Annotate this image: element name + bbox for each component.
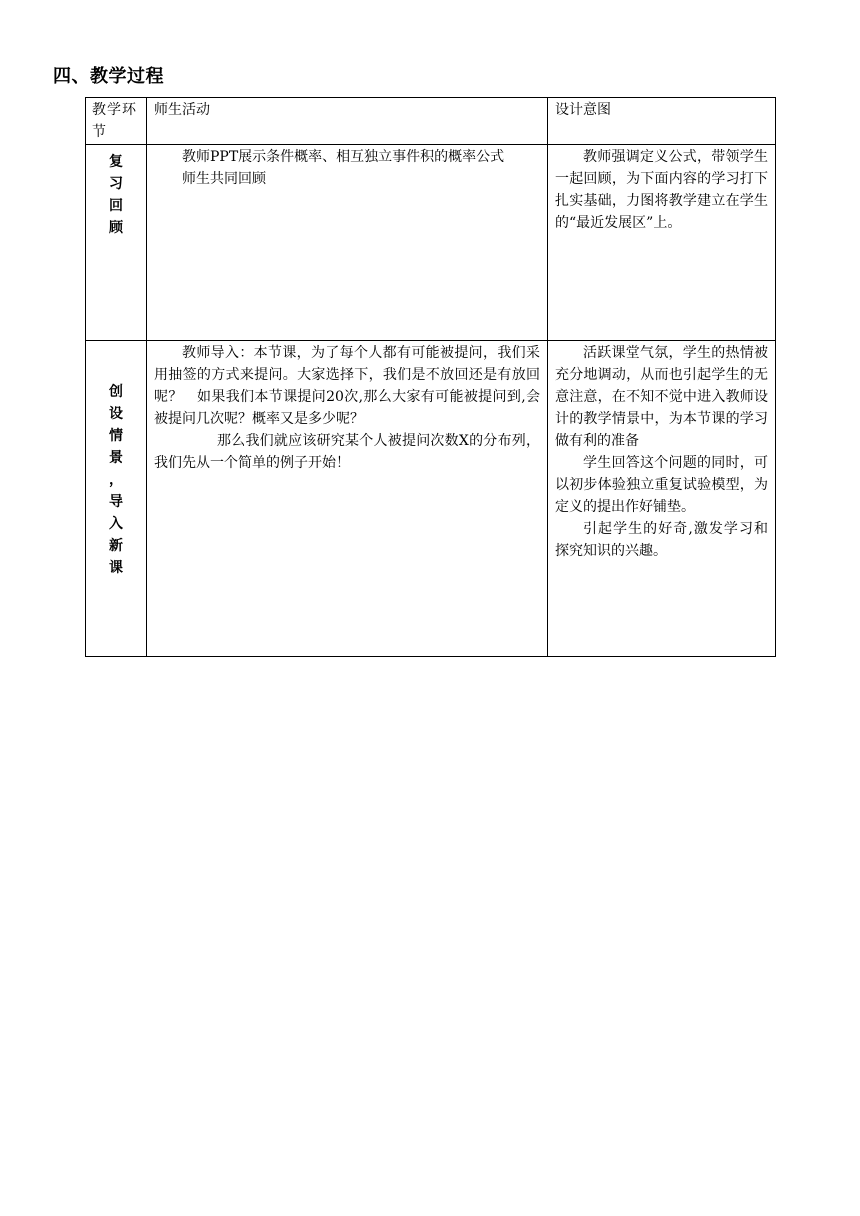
teaching-process-table: [85, 97, 776, 657]
section-title: 四、教学过程: [53, 66, 164, 87]
stage-char: 设: [109, 406, 123, 422]
intent-cell: [548, 145, 776, 341]
stage-char: 情: [109, 428, 123, 444]
stage-char: 顾: [109, 220, 123, 236]
stage-char: ，: [109, 472, 123, 488]
intent-paragraph: 教师强调定义公式，带领学生一起回顾，为下面内容的学习打下扎实基础，力图将教学建立在学生的“最近发展区”上。: [555, 149, 768, 231]
stage-char: 景: [109, 450, 123, 466]
activity-cell: [147, 145, 548, 341]
intent-paragraph: 引起学生的好奇,激发学习和探究知识的兴趣。: [555, 521, 768, 559]
stage-char: 回: [109, 198, 123, 214]
stage-char: 创: [109, 384, 123, 400]
activity-paragraph: 教师导入：本节课，为了每个人都有可能被提问，我们采用抽签的方式来提问。大家选择下，我们是不放回还是有放回呢？ 如果我们本节课提问20次,那么大家有可能被提问到,会被提问几次呢？概率又是多少呢？: [154, 345, 540, 427]
intent-paragraph: 活跃课堂气氛，学生的热情被充分地调动，从而也引起学生的无意注意，在不知不觉中进入教师设计的教学情景中，为本节课的学习做有利的准备: [555, 345, 768, 449]
activity-paragraph: 师生共同回顾: [182, 171, 266, 187]
stage-char: 导: [109, 494, 123, 510]
header-stage: 教学环节: [86, 98, 147, 145]
activity-cell: [147, 341, 548, 657]
table-row: [86, 341, 776, 657]
activity-paragraph: 那么我们就应该研究某个人被提问次数X的分布列，我们先从一个简单的例子开始！: [154, 433, 540, 471]
intent-paragraph: 学生回答这个问题的同时，可以初步体验独立重复试验模型，为定义的提出作好铺垫。: [555, 455, 768, 515]
stage-char: 课: [109, 560, 123, 576]
stage-char: 复: [109, 154, 123, 170]
table-header-row: [86, 98, 776, 145]
header-intent: 设计意图: [548, 98, 776, 145]
stage-cell-review: [86, 145, 147, 341]
intent-cell: [548, 341, 776, 657]
header-activity: 师生活动: [147, 98, 548, 145]
stage-char: 入: [109, 516, 123, 532]
table-row: [86, 145, 776, 341]
activity-paragraph: 教师PPT展示条件概率、相互独立事件积的概率公式: [182, 149, 505, 165]
stage-char: 新: [109, 538, 123, 554]
stage-char: 习: [109, 176, 123, 192]
stage-cell-intro: [86, 341, 147, 657]
